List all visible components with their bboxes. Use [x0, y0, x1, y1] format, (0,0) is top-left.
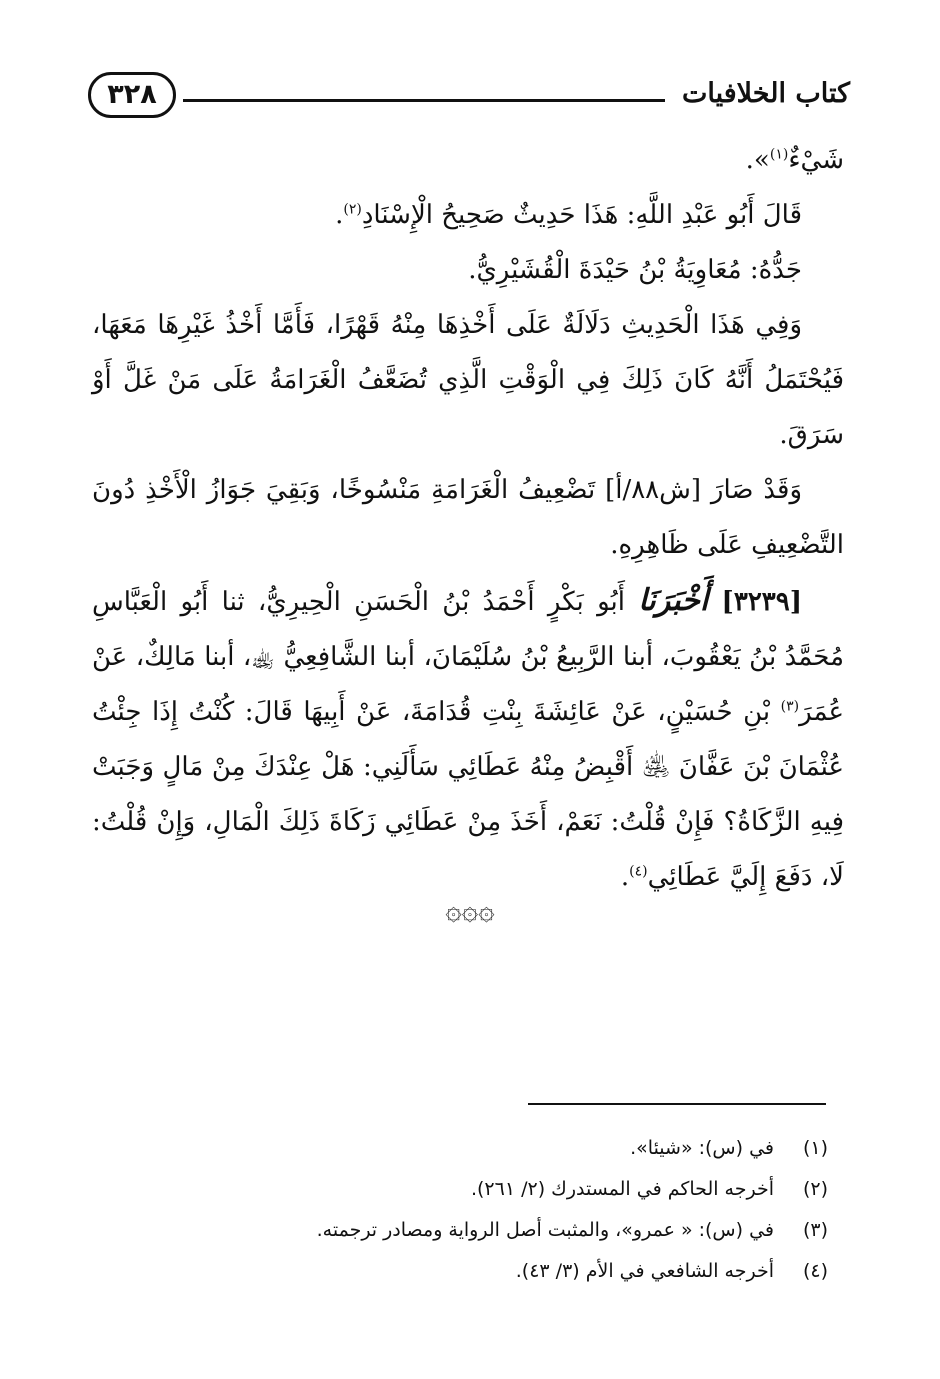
footnote-ref-1: (١): [769, 146, 789, 163]
continuation-text: شَيْءٌ: [788, 145, 844, 175]
continuation-end: ».: [745, 145, 770, 175]
hadith-text-1: أَبُو بَكْرٍ أَحْمَدُ بْنُ الْحَسَنِ الْحِيرِيُّ، ثنا أَبُو الْعَبَّاسِ مُحَمَّدُ بْنُ يَعْقُوبَ، أبنا الرَّبِيعُ بْنُ سُلَيْمَانَ، أبنا الشَّافِعِيُّ ﵀، أبنا مَالِكٌ، عَنْ عُمَرَ: [92, 587, 845, 727]
page-header: [88, 72, 850, 132]
paragraph-1: [92, 188, 844, 243]
hadith-end: .: [620, 862, 630, 892]
footnote-number: (١): [802, 1137, 828, 1159]
footnote-text: أخرجه الشافعي في الأم (٣/ ٤٣).: [515, 1260, 774, 1282]
footnote-4: [128, 1251, 828, 1292]
main-text: [92, 133, 844, 905]
hadith-number: [٣٢٣٩]: [721, 587, 803, 617]
paragraph-4: وَقَدْ صَارَ [ش٨٨/أ] تَضْعِيفُ الْغَرَامَةِ مَنْسُوخًا، وَبَقِيَ جَوَازُ الْأَخْذِ دُونَ التَّضْعِيفِ عَلَى ظَاهِرِهِ.: [92, 475, 844, 560]
paragraph-2: جَدُّهُ: مُعَاوِيَةُ بْنُ حَيْدَةَ الْقُشَيْرِيُّ.: [468, 255, 802, 285]
book-title: كتاب الخلافيات: [681, 78, 850, 109]
page-number: ٣٢٨: [88, 72, 176, 118]
akhbarana-word: أَخْبَرَنَا: [638, 583, 709, 618]
header-rule: [183, 99, 665, 102]
footnote-ref-2: (٢): [343, 201, 362, 218]
footnote-text: أخرجه الحاكم في المستدرك (٢/ ٢٦١).: [470, 1178, 774, 1200]
section-ornament: ۞۞۞: [445, 893, 495, 926]
footnote-number: (٢): [802, 1178, 828, 1200]
footnote-text: في (س): « عمرو»، والمثبت أصل الرواية ومصادر ترجمته.: [316, 1219, 774, 1241]
paragraph-3: وَفِي هَذَا الْحَدِيثِ دَلَالَةٌ عَلَى أَخْذِهَا مِنْهُ قَهْرًا، فَأَمَّا أَخْذُ غَيْرِهَا مَعَهَا، فَيُحْتَمَلُ أَنَّهُ كَانَ ذَلِكَ فِي الْوَقْتِ الَّذِي تُضَعَّفُ الْغَرَامَةُ عَلَى مَنْ غَلَّ أَوْ سَرَقَ.: [92, 310, 844, 450]
paragraph-1-text: قَالَ أَبُو عَبْدِ اللَّهِ: هَذَا حَدِيثٌ صَحِيحُ الْإِسْنَادِ: [361, 200, 802, 230]
hadith-paragraph: [92, 573, 844, 905]
hadith-text-2: بْنِ حُسَيْنٍ، عَنْ عَائِشَةَ بِنْتِ قُدَامَةَ، عَنْ أَبِيهَا قَالَ: كُنْتُ إِذَا جِئْتُ عُثْمَانَ بْنَ عَفَّانَ ﵁ أَقْبِضُ مِنْهُ عَطَائِي سَأَلَنِي: هَلْ عِنْدَكَ مِنْ مَالٍ وَجَبَتْ فِيهِ الزَّكَاةُ؟ فَإِنْ قُلْتُ: نَعَمْ، أَخَذَ مِنْ عَطَائِي زَكَاةَ ذَلِكَ الْمَالِ، وَإِنْ قُلْتُ: لَا، دَفَعَ إِلَيَّ عَطَائِي: [92, 697, 844, 892]
footnote-number: (٤): [802, 1260, 828, 1282]
footnote-separator: [528, 1103, 826, 1105]
footnote-ref-3: (٣): [780, 698, 800, 715]
footnote-ref-4: (٤): [629, 863, 648, 880]
footnotes: [128, 1128, 828, 1292]
footnote-1: [128, 1128, 828, 1169]
footnote-number: (٣): [802, 1219, 828, 1241]
paragraph-1-end: .: [335, 200, 344, 230]
footnote-text: في (س): «شيئا».: [630, 1137, 774, 1159]
continuation-line: [92, 133, 844, 188]
footnote-3: [128, 1210, 828, 1251]
footnote-2: [128, 1169, 828, 1210]
